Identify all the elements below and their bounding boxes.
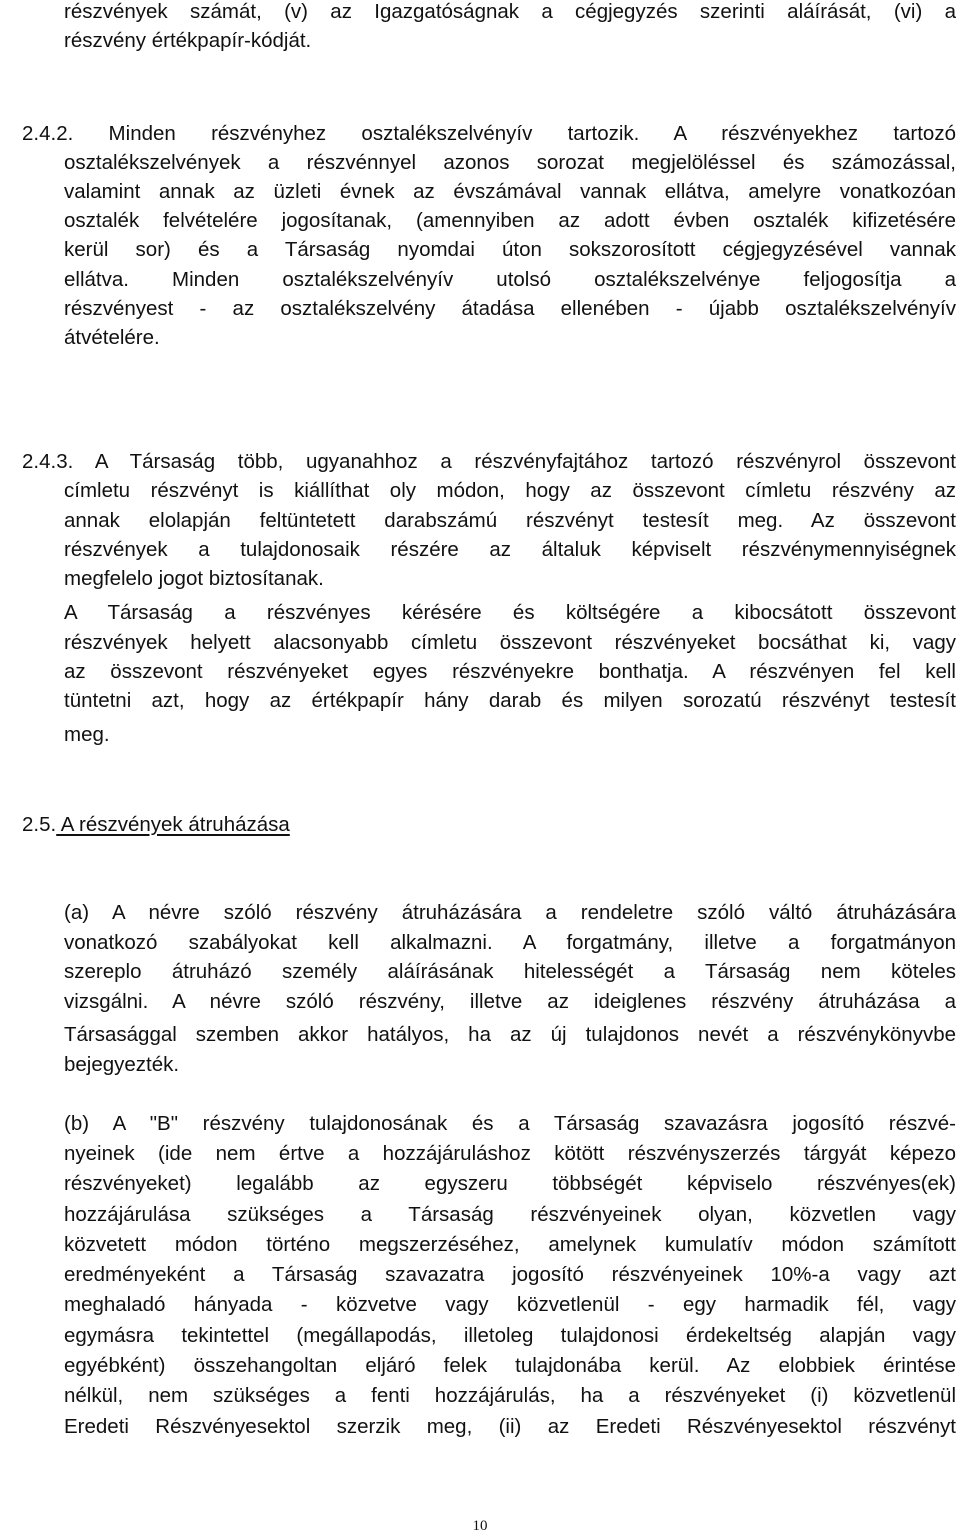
text-line: részvények a tulajdonosaik részére az általuk képviselt részvénymennyiségnek <box>64 538 956 561</box>
text-line: egymásra tekintettel (megállapodás, illetoleg tulajdonosi érdekeltség alapján vagy <box>64 1324 956 1347</box>
text-line: ellátva. Minden osztalékszelvényív utolsó osztalékszelvénye feljogosítja a <box>64 268 956 291</box>
section-2-4-3-first-line: 2.4.3. A Társaság több, ugyanahhoz a részvényfajtához tartozó részvényrol összevont <box>22 450 956 473</box>
text-line: részvények számát, (v) az Igazgatóságnak a cégjegyzés szerinti aláírását, (vi) a <box>64 0 956 23</box>
text-line: annak elolapján feltüntetett darabszámú részvényt testesít meg. Az összevont <box>64 509 956 532</box>
paragraph-a-first-line: (a) A névre szóló részvény átruházására a rendeletre szóló váltó átruházására <box>64 901 956 924</box>
text-line: valamint annak az üzleti évnek az évszámával vannak ellátva, amelyre vonatkozóan <box>64 180 956 203</box>
text-line: részvények helyett alacsonyabb címletu összevont részvényeket bocsáthat ki, vagy <box>64 631 956 654</box>
text-line: osztalék felvételére jogosítanak, (amennyiben az adott évben osztalék kifizetésére <box>64 209 956 232</box>
page-number: 10 <box>472 1518 488 1534</box>
text-line: meghaladó hányada - közvetve vagy közvetlenül - egy harmadik fél, vagy <box>64 1293 956 1316</box>
section-title: A részvények átruházása <box>56 813 290 836</box>
text-line: vizsgálni. A névre szóló részvény, illetve az ideiglenes részvény átruházása a <box>64 990 956 1013</box>
text-line: meg. <box>64 723 110 746</box>
text-line: címletu részvényt is kiállíthat oly módon, hogy az összevont címletu részvény az <box>64 479 956 502</box>
text-line: A Társaság a részvényes kérésére és költségére a kibocsátott összevont <box>64 601 956 624</box>
section-number: 2.5. <box>22 813 57 836</box>
text-line: nélkül, nem szükséges a fenti hozzájárulás, ha a részvényeket (i) közvetlenül <box>64 1384 956 1407</box>
section-heading-2-5 <box>22 810 290 840</box>
text-line: részvényest - az osztalékszelvény átadása ellenében - újabb osztalékszelvényív <box>64 297 956 320</box>
paragraph-b-first-line: (b) A "B" részvény tulajdonosának és a Társaság szavazásra jogosító részvé- <box>64 1112 956 1135</box>
text-line: egyébként) összehangoltan eljáró felek tulajdonába kerül. Az elobbiek érintése <box>64 1354 956 1377</box>
text-line: kerül sor) és a Társaság nyomdai úton sokszorosított cégjegyzésével vannak <box>64 238 956 261</box>
text-line: bejegyezték. <box>64 1053 180 1076</box>
text-line: Eredeti Részvényesektol szerzik meg, (ii) az Eredeti Részvényesektol részvényt <box>64 1415 956 1438</box>
text-line: szereplo átruházó személy aláírásának hitelességét a Társaság nem köteles <box>64 960 956 983</box>
text-line: vonatkozó szabályokat kell alkalmazni. A forgatmány, illetve a forgatmányon <box>64 931 956 954</box>
text-line: hozzájárulása szükséges a Társaság részvényeinek olyan, közvetlen vagy <box>64 1203 956 1226</box>
text-line: tüntetni azt, hogy az értékpapír hány darab és milyen sorozatú részvényt testesít <box>64 689 956 712</box>
text-line: megfelelo jogot biztosítanak. <box>64 567 324 590</box>
text-line: osztalékszelvények a részvénnyel azonos sorozat megjelöléssel és számozással, <box>64 151 956 174</box>
text-line: Társasággal szemben akkor hatályos, ha az új tulajdonos nevét a részvénykönyvbe <box>64 1023 956 1046</box>
section-2-4-2-first-line: 2.4.2. Minden részvényhez osztalékszelvényív tartozik. A részvényekhez tartozó <box>22 122 956 145</box>
text-line: eredményeként a Társaság szavazatra jogosító részvényeinek 10%-a vagy azt <box>64 1263 956 1286</box>
text-line: átvételére. <box>64 326 160 349</box>
text-line: nyeinek (ide nem értve a hozzájáruláshoz kötött részvényszerzés tárgyát képezo <box>64 1142 956 1165</box>
text-line: részvényeket) legalább az egyszeru többségét képviselo részvényes(ek) <box>64 1172 956 1195</box>
text-line: részvény értékpapír-kódját. <box>64 29 312 52</box>
text-line: közvetett módon történo megszerzéséhez, amelynek kumulatív módon számított <box>64 1233 956 1256</box>
text-line: az összevont részvényeket egyes részvényekre bonthatja. A részvényen fel kell <box>64 660 956 683</box>
